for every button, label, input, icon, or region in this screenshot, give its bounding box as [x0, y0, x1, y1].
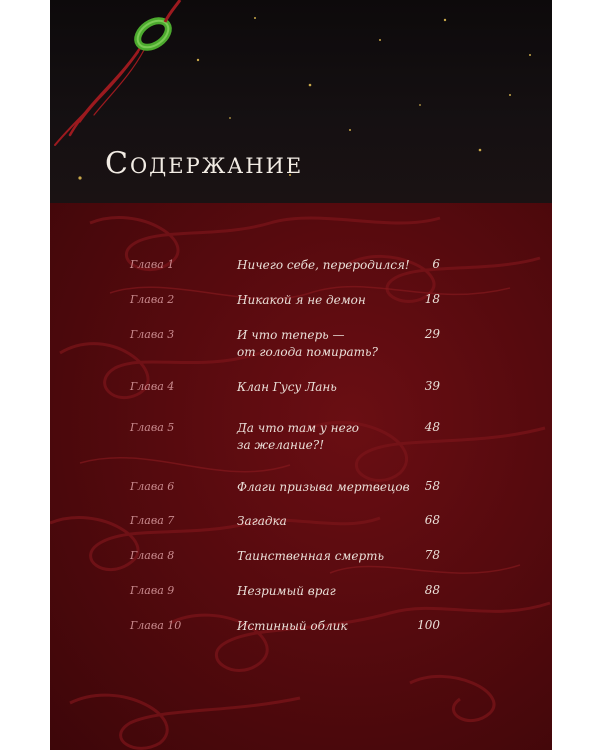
chapter-title: Да что там у него за желание?!: [237, 421, 359, 452]
page-number: 68: [424, 513, 440, 527]
chapter-title: Флаги призыва мертвецов: [237, 480, 410, 494]
chapter-label: Глава 7: [130, 514, 175, 527]
chapter-label: Глава 4: [130, 380, 175, 393]
page-number: 6: [432, 257, 440, 271]
toc-entry: [50, 380, 552, 420]
page-number: 58: [424, 479, 440, 493]
chapter-title: Таинственная смерть: [237, 549, 385, 563]
chapter-label: Глава 2: [130, 293, 175, 306]
chapter-label: Глава 5: [130, 421, 175, 434]
chapter-title: Ничего себе, переродился!: [237, 258, 410, 272]
chapter-title: И что теперь — от голода помирать?: [237, 328, 378, 359]
page-title: Содержание: [105, 146, 304, 181]
page-number: 18: [424, 292, 440, 306]
page-number: 39: [424, 379, 440, 393]
chapter-title: Клан Гусу Лань: [237, 380, 337, 394]
page-number: 100: [417, 618, 440, 632]
chapter-label: Глава 1: [130, 258, 175, 271]
page-number: 78: [424, 548, 440, 562]
toc-entry: [50, 619, 552, 659]
chapter-label: Глава 9: [130, 584, 175, 597]
page-number: 48: [424, 420, 440, 434]
chapter-label: Глава 8: [130, 549, 175, 562]
chapter-title: Истинный облик: [237, 619, 348, 633]
chapter-title: Загадка: [237, 514, 287, 528]
chapter-label: Глава 6: [130, 480, 175, 493]
book-page: [50, 0, 552, 750]
page-number: 29: [424, 327, 440, 341]
toc-entry: [50, 421, 552, 461]
chapter-label: Глава 10: [130, 619, 182, 632]
toc-entry: [50, 328, 552, 368]
chapter-label: Глава 3: [130, 328, 175, 341]
page-number: 88: [424, 583, 440, 597]
chapter-title: Незримый враг: [237, 584, 336, 598]
chapter-title: Никакой я не демон: [237, 293, 366, 307]
